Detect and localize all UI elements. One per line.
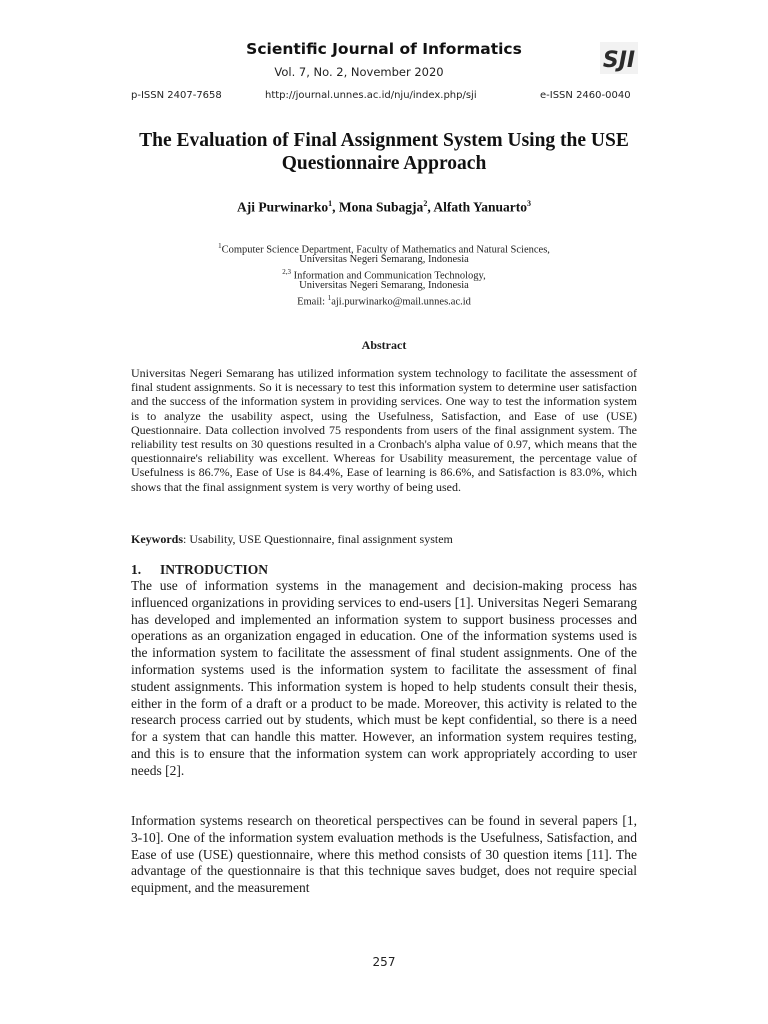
affil-text: Computer Science Department, Faculty of Mathematics and Natural Sciences, (221, 244, 550, 256)
email-label: Email: (297, 296, 328, 308)
keywords-text: : Usability, USE Questionnaire, final assignment system (183, 532, 453, 546)
abstract-text: Universitas Negeri Semarang has utilized information system technology to facilitate the assessment of final student assignments. So it is necessary to test this information system to determine user satisfaction and the success of the information system in providing services. One way to test the information system is to analyze the usability aspect, using the Usefulness, Satisfaction, and Ease of use (USE) Questionnaire. Data collection involved 75 respondents from users of the final assignment system. The reliability test results on 30 questions resulted in a Cronbach's alpha value of 0.97, which means that the questionnaire's reliability was excellent. Whereas for Usability measurement, the percentage value of Usefulness is 86.7%, Ease of Use is 84.4%, Ease of learning is 86.6%, and Satisfaction is 83.0%, which shows that the final assignment system is very worthy of being used. (131, 366, 637, 494)
author-name: Mona Subagja (338, 199, 424, 215)
abstract-heading: Abstract (361, 338, 407, 352)
author-name: Alfath Yanuarto (433, 199, 527, 215)
section-title: INTRODUCTION (160, 562, 269, 577)
journal-url-link[interactable]: http://journal.unnes.ac.id/nju/index.php/sji (265, 90, 477, 101)
keywords-label: Keywords (131, 532, 183, 546)
affiliation-1-line-2: Universitas Negeri Semarang, Indonesia (299, 254, 469, 265)
email-address-link[interactable]: aji.purwinarko@mail.unnes.ac.id (331, 296, 471, 308)
body-paragraph: Information systems research on theoretical perspectives can be found in several papers [1, 3-10]. One of the information system evaluation methods is the Usefulness, Satisfaction, and Ease of use (USE) questionnaire, where this method consists of 30 question items [11]. The advantage of the questionnaire is that this technique saves budget, does not require special equipment, and the measurement (131, 813, 637, 896)
journal-volume: Vol. 7, No. 2, November 2020 (274, 65, 444, 79)
body-paragraph: The use of information systems in the management and decision-making process has influenced organizations in providing services to end-users [1]. Universitas Negeri Semarang has developed and implemented an information system to support business processes and operations as an organization engaged in education. One of the information systems used is the information system to facilitate the assessment of final student assignments. One of the information systems used is the information system to facilitate the assessment of final student assignments. This information system is hoped to help students consult their thesis, either in the form of a draft or a product to be made. Moreover, this activity is related to the research process carried out by students, which must be kept confidential, so there is a need for a system that can handle this matter. However, an information system requires testing, and this is to ensure that the information system can work appropriately according to user needs [2]. (131, 578, 637, 778)
email-sup: 1 (327, 294, 332, 302)
page-number: 257 (372, 955, 396, 969)
journal-logo-icon (600, 42, 638, 74)
author-list: Aji Purwinarko$^1$, Mona Subagja$^2$, Alfath Yanuarto$^3$ (237, 199, 531, 215)
author-sup: 2 (423, 199, 428, 208)
affil-sup: 1 (218, 242, 222, 250)
journal-title: Scientific Journal of Informatics (246, 40, 522, 58)
author-name: Aji Purwinarko (237, 199, 329, 215)
keywords (131, 532, 637, 547)
affiliation-2-line-2: Universitas Negeri Semarang, Indonesia (299, 280, 469, 291)
author-sup: 3 (526, 199, 531, 208)
section-number: 1. (131, 562, 142, 577)
p-issn: p-ISSN 2407-7658 (131, 90, 222, 101)
affil-text: Information and Communication Technology, (291, 270, 486, 282)
author-email (0, 292, 768, 309)
section-heading-introduction (131, 562, 268, 578)
author-sup: 1 (328, 199, 333, 208)
paper-title: The Evaluation of Final Assignment System Using the USE Questionnaire Approach (139, 130, 629, 174)
logo-text: SJI (602, 48, 636, 73)
e-issn: e-ISSN 2460-0040 (540, 90, 631, 101)
affil-sup: 2,3 (282, 268, 292, 276)
